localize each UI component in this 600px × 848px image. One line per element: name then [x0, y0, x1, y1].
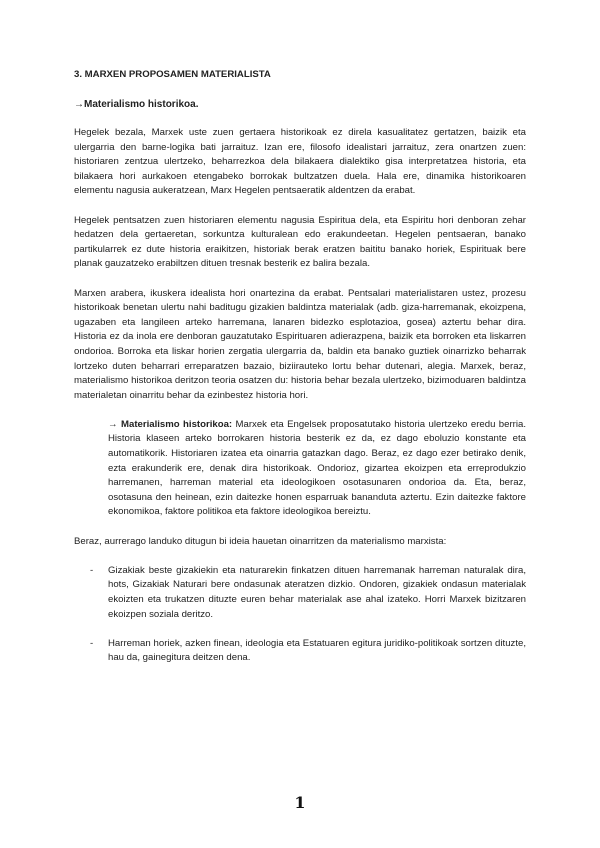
- definition-block: [108, 418, 526, 520]
- paragraph: Hegelek pentsatzen zuen historiaren elementu nagusia Espiritua dela, eta Espiritu hori denboran zehar hedatzen dela gertaeretan, sorkuntza kulturalean edo erakundeetan. Hegelen pentsaeran, banako partikularrek ez dute historia eraikitzen, historiak berak eratzen baititu banako horiek, Espirituak bere planak gauzatzeko erabiltzen dituen tresnak besterik ez balira bezala.: [74, 214, 526, 270]
- summary-intro: Beraz, aurrerago landuko ditugun bi ideia hauetan oinarritzen da materialismo marxista:: [74, 535, 447, 547]
- list-item-text: Harreman horiek, azken finean, ideologia eta Estatuaren egitura juridiko-politikoak sortzen dituzte, hau da, gainegitura deitzen dena.: [108, 637, 526, 664]
- list-item: [74, 564, 526, 622]
- definition-text: Marxek eta Engelsek proposatutako historia ulertzeko eredu berria. Historia klaseen arteko borrokaren historia besterik ez da, ez dago eboluzio konstante eta automatikorik. Historiaren izatea eta oinarria gatazkan dago. Beraz, ez dago ezer betirako denik, ezta erakunderik ere, denak dira historikoak. Ondorioz, gizartea ekoizpen eta erreprodukzio harremanen, harreman material eta ideologikoen osotasunaren ondorioa da. Eta, beraz, osotasuna den heinean, ezin daitezke honen esparruak bananduta aztertu. Ezin daitezke faktore ekonomikoa, faktore politikoa eta faktore ideologikoa bereiztu.: [108, 418, 527, 518]
- definition-term: → Materialismo historikoa:: [108, 418, 233, 430]
- paragraph: Marxen arabera, ikuskera idealista hori onartezina da erabat. Pentsalari materialistaren ustez, prozesu historikoak benetan ulertu nahi baditugu gizakien baldintza materialak (adb. giza-harremanak, ekoizpena, ugazaben eta langileen arteko harremana, lanaren bidezko esplotazioa, gosea) aztertu behar dira. Historia ez da inola ere denboran gauzatutako Espirituaren adierazpena, baizik eta borroken eta liskarren ondorioa. Borroka eta liskar horien zergatia ulergarria da, baldin eta banako guztiek oinarrizko beharrak lortzeko duten beharrari erreparatzen bazaio, biziirauteko lortu behar dutenari, alegia. Marxek, beraz, materialismo historikoa deritzon teoria osatzen du: historia behar bezala ulertzeko, bizimoduaren baldintza materialetan oinarritu behar da ezinbestez historia hori.: [74, 287, 526, 401]
- bullet-marker: -: [90, 564, 94, 576]
- bullet-list: [74, 564, 526, 666]
- page-content: [74, 68, 526, 681]
- list-item-text: Gizakiak beste gizakiekin eta naturarekin finkatzen dituen harremanak harreman naturalak dira, hots, Gizakiak Naturari bere ondasunak ateratzen dizkio. Ondoren, gizakiek ondasun materialak ekoizten eta trukatzen dituzte euren behar materialak ase ahal izateko. Horri Marxek bizitzaren ekoizpen soziala deritzo.: [108, 564, 526, 620]
- paragraph: Hegelek bezala, Marxek uste zuen gertaera historikoak ez direla kasualitatez gertatzen, baizik eta ulergarria den barne-logika bati jarraituz. Izan ere, filosofo idealistari jarraituz, zera onartzen zuen: historiaren zentzua ulertzeko, beharrezkoa dela bilakaera dialektiko gisa interpretatzea historia, eta bilakaera hori aurkakoen etengabeko borrokak bultzatzen duela. Hala ere, dinamika historikoaren elementu nagusia aukeratzean, Marx Hegelen pentsaeratik aldentzen da erabat.: [74, 127, 526, 197]
- subsection-title: →Materialismo historikoa.: [74, 99, 199, 110]
- list-item: [74, 637, 526, 666]
- section-title: 3. MARXEN PROPOSAMEN MATERIALISTA: [74, 69, 271, 80]
- bullet-marker: -: [90, 637, 94, 649]
- page-number: 1: [294, 793, 306, 812]
